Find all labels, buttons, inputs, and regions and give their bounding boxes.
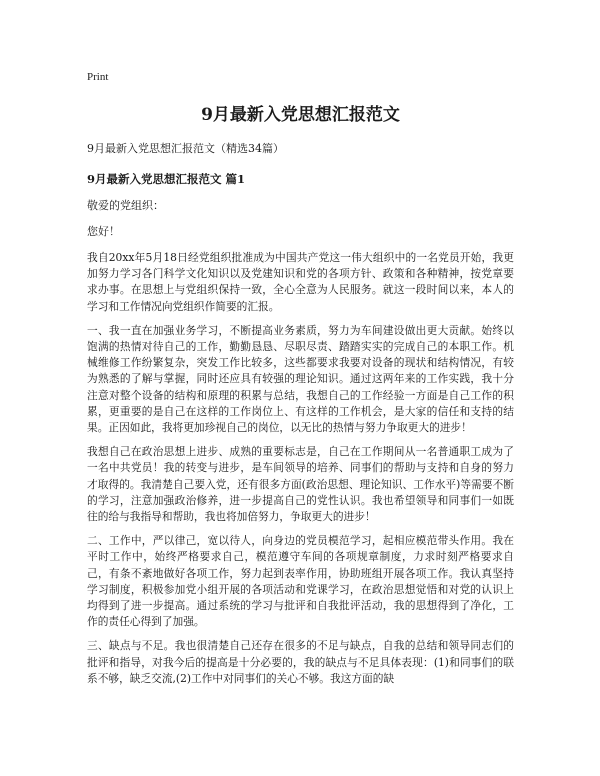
- paragraph: 我自20xx年5月18日经党组织批准成为中国共产党这一伟大组织中的一名党员开始，我更加努力学习各门科学文化知识以及党建知识和党的各项方针、政策和各种精神，按党章要求办事。在思想上与党组织保持一致，全心全意为人民服务。就这一段时间以来，本人的学习和工作情况向党组织作简要的汇报。: [87, 251, 514, 313]
- salutation: 敬爱的党组织：: [87, 199, 164, 212]
- body-text: [87, 250, 514, 695]
- section-heading: 9月最新入党思想汇报范文 篇1: [87, 172, 246, 186]
- paragraph: 二、工作中，严以律己，宽以待人，向身边的党员模范学习，起相应模范带头作用。我在平时工作中，始终严格要求自己，模范遵守车间的各项规章制度，力求时刻严格要求自己，有条不紊地做好各项工作，努力起到表率作用，协助班组开展各项工作。我认真坚持学习制度，积极参加党小组开展的各项活动和党课学习，在政治思想觉悟和对党的认识上均得到了进一步提高。通过系统的学习与批评和自我批评活动，我的思想得到了净化，工作的责任心得到了加强。: [87, 534, 514, 629]
- page-title: 9月最新入党思想汇报范文: [201, 105, 400, 125]
- paragraph: 三、缺点与不足。我也很清楚自己还存在很多的不足与缺点，自我的总结和领导同志们的批评和指导，对我今后的提高是十分必要的，我的缺点与不足具体表现：(1)和同事们的联系不够，缺乏交流,(2)工作中对同事们的关心不够。我这方面的缺: [87, 639, 514, 685]
- paragraph: 我想自己在政治思想上进步、成熟的重要标志是，自己在工作期间从一名普通职工成为了一名中共党员！我的转变与进步，是车间领导的培养、同事们的帮助与支持和自身的努力才取得的。我清楚自己要入党，还有很多方面(政治思想、理论知识、工作水平)等需要不断的学习，注意加强政治修养，进一步提高自己的党性认识。我也希望领导和同事们一如既往的给与我指导和帮助，我也将加倍努力，争取更大的进步！: [87, 445, 514, 524]
- paragraph: 一、我一直在加强业务学习，不断提高业务素质，努力为车间建设做出更大贡献。始终以饱满的热情对待自己的工作，勤勤恳恳、尽职尽责、踏踏实实的完成自己的本职工作。机械维修工作纷繁复杂，突发工作比较多，这些都要求我要对设备的现状和结构情况，有较为熟悉的了解与掌握，同时还应具有较强的理论知识。通过这两年来的工作实践，我十分注意对整个设备的结构和原理的积累与总结，我想自己的工作经验一方面是自己工作的积累，更重要的是自己在这样的工作岗位上、有这样的工作机会，是大家的信任和支持的结果。正因如此，我将更加珍视自己的岗位，以无比的热情与努力争取更大的进步！: [87, 323, 514, 435]
- print-link[interactable]: Print: [87, 71, 109, 83]
- page-subtitle: 9月最新入党思想汇报范文（精选34篇）: [87, 142, 284, 155]
- greeting: 您好！: [87, 225, 120, 238]
